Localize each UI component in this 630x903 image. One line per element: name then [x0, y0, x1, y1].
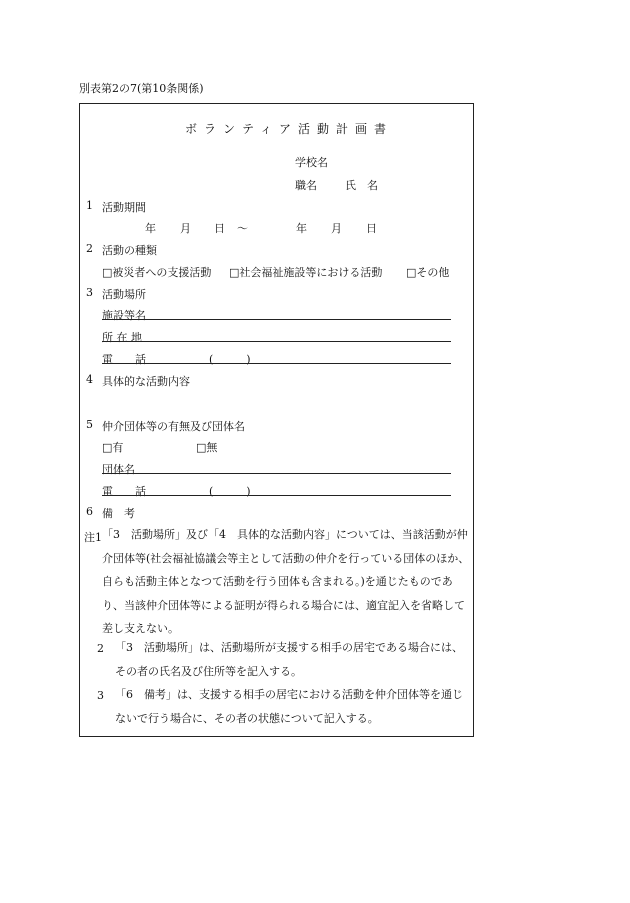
has-organization-checkbox[interactable]: □有	[102, 441, 124, 454]
organization-phone-area-code: ( )	[209, 485, 251, 498]
note-2-number: 2	[97, 642, 104, 655]
note-3-text: 「6 備考」は、支援する相手の居宅における活動を仲介団体等を通じないで行う場合に、その者の状態について記入する。	[115, 688, 463, 725]
other-checkbox[interactable]: □その他	[406, 266, 450, 279]
note-1-number: 注1	[84, 531, 102, 544]
place-phone-field[interactable]	[102, 363, 451, 364]
address-label: 所 在 地	[102, 331, 142, 344]
start-month-label: 月	[180, 222, 191, 235]
section-1-number: 1	[86, 199, 93, 212]
start-year-label: 年	[145, 222, 156, 235]
organization-phone-label: 電 話	[102, 485, 146, 498]
welfare-facility-checkbox[interactable]: □社会福祉施設等における活動	[229, 266, 383, 279]
section-1-label: 活動期間	[102, 201, 146, 214]
start-day-label: 日	[214, 222, 225, 235]
note-2-text: 「3 活動場所」は、活動場所が支援する相手の居宅である場合には、その者の氏名及び住所等を記入する。	[115, 641, 463, 678]
end-year-label: 年	[296, 222, 307, 235]
end-month-label: 月	[331, 222, 342, 235]
organization-name-field[interactable]	[102, 473, 451, 474]
period-separator: ～	[237, 222, 248, 235]
section-5-number: 5	[86, 418, 93, 431]
end-day-label: 日	[366, 222, 377, 235]
organization-name-label: 団体名	[102, 463, 135, 476]
disaster-support-checkbox[interactable]: □被災者への支援活動	[102, 266, 212, 279]
place-phone-area-code: ( )	[209, 353, 251, 366]
facility-name-field[interactable]	[102, 319, 451, 320]
note-3-number: 3	[97, 689, 104, 702]
section-2-label: 活動の種類	[102, 244, 157, 257]
section-6-number: 6	[86, 505, 93, 518]
form-reference: 別表第2の7(第10条関係)	[79, 82, 204, 95]
person-name-label: 氏 名	[345, 179, 378, 192]
no-organization-checkbox[interactable]: □無	[196, 441, 218, 454]
section-3-label: 活動場所	[102, 288, 146, 301]
facility-name-label: 施設等名	[102, 309, 146, 322]
section-5-label: 仲介団体等の有無及び団体名	[102, 420, 245, 433]
section-2-number: 2	[86, 242, 93, 255]
place-phone-label: 電 話	[102, 353, 146, 366]
address-field[interactable]	[102, 341, 451, 342]
section-6-label: 備 考	[102, 507, 135, 520]
section-4-label: 具体的な活動内容	[102, 375, 190, 388]
note-1-text: 「3 活動場所」及び「4 具体的な活動内容」については、当該活動が仲介団体等(社会福祉協議会等主として活動の仲介を行っている団体のほか、自らも活動主体となつて活動を行う団体も含まれる。)を通じたものであり、当該仲介団体等による証明が得られる場合には、適宜記入を省略して差し支えない。	[102, 528, 470, 635]
school-name-label: 学校名	[295, 156, 328, 169]
form-title: ボランティア活動計画書	[185, 122, 394, 136]
section-3-number: 3	[86, 286, 93, 299]
organization-phone-field[interactable]	[102, 495, 451, 496]
position-label: 職名	[295, 179, 317, 192]
section-4-number: 4	[86, 373, 93, 386]
